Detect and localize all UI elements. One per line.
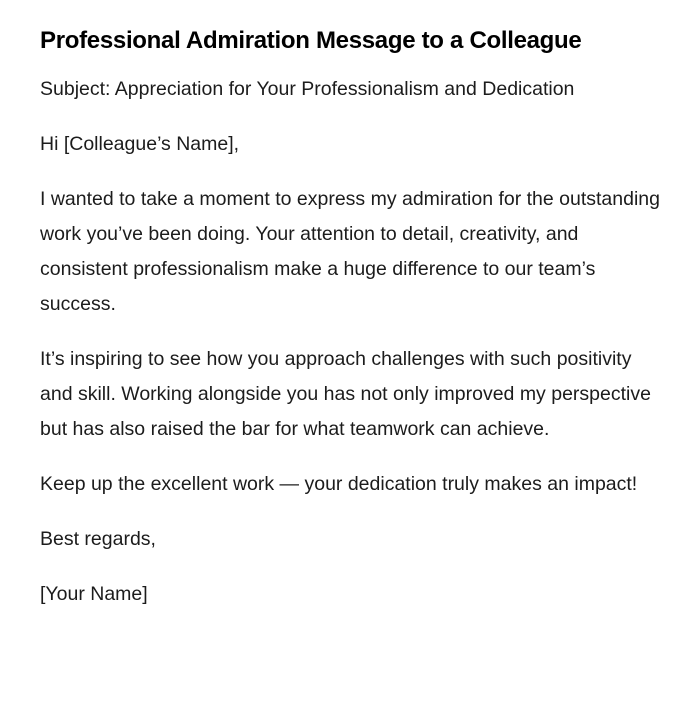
body-paragraph-2: It’s inspiring to see how you approach challenges with such positivity and skill. Working alongside you has not only improved my perspective but has also raised the bar for what teamwork can achieve. xyxy=(40,348,651,440)
subject-line: Subject: Appreciation for Your Professionalism and Dedication xyxy=(40,78,575,100)
body-paragraph-1: I wanted to take a moment to express my admiration for the outstanding work you’ve been doing. Your attention to detail, creativity, and consistent professionalism make a huge difference to our team’s success. xyxy=(40,188,660,315)
greeting: Hi [Colleague’s Name], xyxy=(40,133,240,155)
closing: Best regards, xyxy=(40,528,156,550)
body-paragraph-3: Keep up the excellent work — your dedication truly makes an impact! xyxy=(40,473,638,495)
message-document xyxy=(40,24,660,632)
signature: [Your Name] xyxy=(40,583,148,605)
document-title: Professional Admiration Message to a Colleague xyxy=(40,27,582,54)
